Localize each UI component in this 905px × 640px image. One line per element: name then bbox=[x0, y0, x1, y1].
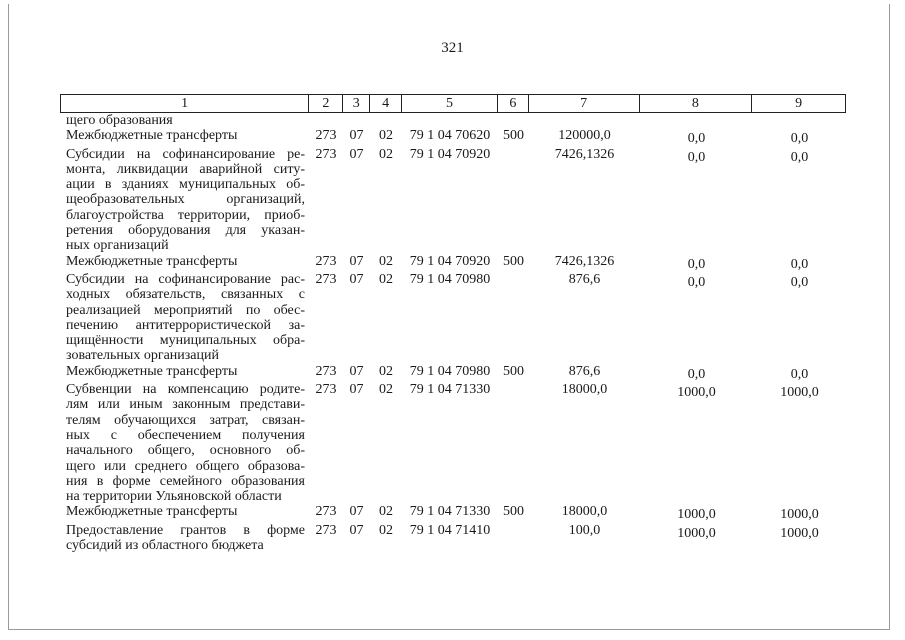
header-col-3: 3 bbox=[343, 95, 370, 112]
header-col-5: 5 bbox=[402, 95, 498, 112]
row-name-line: субсидий из областного бюджета bbox=[66, 538, 264, 554]
row-name-line: щеобразовательных организаций, bbox=[66, 192, 305, 208]
cell-c5 bbox=[402, 113, 498, 128]
cell-c8: 0,0 bbox=[687, 256, 706, 272]
row-name bbox=[60, 364, 309, 382]
cell-c2: 273 bbox=[315, 128, 337, 144]
cell-c7: 7426,1326 bbox=[554, 146, 615, 162]
cell-c2: 273 bbox=[315, 382, 337, 398]
cell-c8: 1000,0 bbox=[677, 385, 716, 401]
cell-c2: 273 bbox=[315, 271, 337, 287]
cell-c3: 07 bbox=[349, 522, 364, 538]
cell-c6: 500 bbox=[503, 363, 524, 379]
cell-c2: 273 bbox=[315, 504, 337, 520]
cell-c8: 1000,0 bbox=[677, 525, 716, 541]
cell-c2: 273 bbox=[315, 253, 337, 269]
cell-c6 bbox=[498, 147, 529, 254]
cell-c5: 79 1 04 70620 bbox=[409, 128, 491, 144]
cell-c9: 1000,0 bbox=[780, 385, 819, 401]
cell-c5: 79 1 04 71330 bbox=[409, 382, 491, 398]
row-name-line: телям обучающихся затрат, связан- bbox=[66, 412, 305, 428]
row-name-line: Межбюджетные трансферты bbox=[66, 504, 238, 520]
cell-c9: 0,0 bbox=[790, 131, 809, 147]
row-name-line: благоустройства территории, приоб- bbox=[66, 207, 305, 223]
cell-c7: 100,0 bbox=[568, 522, 601, 538]
header-col-9: 9 bbox=[795, 96, 803, 111]
row-name-line: Субсидии на софинансирование ре- bbox=[66, 146, 305, 162]
cell-c7: 120000,0 bbox=[558, 128, 611, 144]
cell-c3: 07 bbox=[349, 253, 364, 269]
row-name-line: зовательных организаций bbox=[66, 348, 219, 364]
cell-c4: 02 bbox=[379, 382, 393, 398]
cell-c9: 1000,0 bbox=[780, 507, 819, 523]
row-name-line: начального общего, основного об- bbox=[66, 443, 305, 459]
row-name-line: на территории Ульяновской области bbox=[66, 489, 282, 505]
cell-c9: 0,0 bbox=[790, 274, 809, 290]
cell-c9: 0,0 bbox=[790, 256, 809, 272]
cell-c5: 79 1 04 70920 bbox=[409, 253, 491, 269]
header-col-6: 6 bbox=[498, 95, 529, 112]
row-name-line: ния в форме семейного образования bbox=[66, 473, 305, 489]
cell-c5: 79 1 04 70980 bbox=[409, 363, 491, 379]
table-header bbox=[60, 94, 846, 113]
header-col-7: 7 bbox=[529, 95, 640, 112]
table-row bbox=[60, 272, 846, 364]
row-name bbox=[60, 504, 309, 522]
cell-c7: 876,6 bbox=[568, 363, 601, 379]
cell-c3: 07 bbox=[349, 128, 364, 144]
cell-c8: 0,0 bbox=[687, 274, 706, 290]
row-name bbox=[60, 382, 309, 504]
row-name-line: щего или среднего общего образова- bbox=[66, 458, 305, 474]
cell-c8: 0,0 bbox=[687, 149, 706, 165]
row-name bbox=[60, 128, 309, 146]
cell-c9: 1000,0 bbox=[780, 525, 819, 541]
cell-c4: 02 bbox=[379, 522, 393, 538]
cell-c5: 79 1 04 70920 bbox=[409, 146, 491, 162]
cell-c2: 273 bbox=[315, 522, 337, 538]
table-row bbox=[60, 364, 846, 382]
cell-c6: 500 bbox=[503, 128, 524, 144]
cell-c3: 07 bbox=[349, 271, 364, 287]
header-col-2: 2 bbox=[309, 95, 343, 112]
cell-c7: 7426,1326 bbox=[554, 253, 615, 269]
cell-c4: 02 bbox=[379, 271, 393, 287]
cell-c5: 79 1 04 71330 bbox=[409, 504, 491, 520]
row-name-line: Субвенции на компенсацию родите- bbox=[66, 382, 305, 398]
cell-c2: 273 bbox=[315, 363, 337, 379]
row-name bbox=[60, 272, 309, 364]
header-col-1: 1 bbox=[61, 95, 309, 112]
row-name-line: ации в зданиях муниципальных об- bbox=[66, 177, 305, 193]
cell-c6: 500 bbox=[503, 253, 524, 269]
cell-c6 bbox=[498, 272, 529, 364]
cell-c9: 0,0 bbox=[790, 149, 809, 165]
row-name-line: щего образования bbox=[66, 113, 173, 128]
cell-c4: 02 bbox=[379, 253, 393, 269]
cell-c3: 07 bbox=[349, 363, 364, 379]
cell-c4 bbox=[370, 113, 402, 128]
row-name-line: Межбюджетные трансферты bbox=[66, 363, 238, 379]
cell-c3 bbox=[343, 113, 370, 128]
cell-c5: 79 1 04 71410 bbox=[409, 522, 491, 538]
row-name-line: ных с обеспечением получения bbox=[66, 427, 305, 443]
row-name-line: Межбюджетные трансферты bbox=[66, 253, 238, 269]
cell-c9 bbox=[753, 113, 846, 128]
cell-c4: 02 bbox=[379, 128, 393, 144]
table-row bbox=[60, 113, 846, 128]
table-row bbox=[60, 382, 846, 504]
cell-c8: 0,0 bbox=[687, 366, 706, 382]
row-name-line: Межбюджетные трансферты bbox=[66, 128, 238, 144]
cell-c9: 0,0 bbox=[790, 366, 809, 382]
header-col-4: 4 bbox=[370, 95, 402, 112]
row-name-line: печению антитеррористической за- bbox=[66, 317, 305, 333]
row-name bbox=[60, 523, 309, 554]
cell-c7: 18000,0 bbox=[561, 382, 608, 398]
cell-c5: 79 1 04 70980 bbox=[409, 271, 491, 287]
cell-c6 bbox=[498, 523, 529, 554]
table-row bbox=[60, 523, 846, 554]
table-row bbox=[60, 128, 846, 146]
cell-c7: 18000,0 bbox=[561, 504, 608, 520]
row-name bbox=[60, 147, 309, 254]
row-name bbox=[60, 254, 309, 272]
page-number: 321 bbox=[441, 40, 464, 56]
cell-c6 bbox=[498, 113, 529, 128]
cell-c6: 500 bbox=[503, 504, 524, 520]
header-col-8: 8 bbox=[640, 95, 753, 112]
row-name bbox=[60, 113, 309, 128]
cell-c2 bbox=[309, 113, 343, 128]
row-name-line: Субсидии на софинансирование рас- bbox=[66, 271, 305, 287]
table-row bbox=[60, 254, 846, 272]
cell-c4: 02 bbox=[379, 504, 393, 520]
cell-c7: 876,6 bbox=[568, 271, 601, 287]
cell-c3: 07 bbox=[349, 146, 364, 162]
row-name-line: ных организаций bbox=[66, 238, 169, 254]
row-name-line: лям или иным законным представи- bbox=[66, 397, 305, 413]
row-name-line: ходных обязательств, связанных с bbox=[66, 287, 305, 303]
row-name-line: монта, ликвидации аварийной ситу- bbox=[66, 161, 305, 177]
cell-c3: 07 bbox=[349, 382, 364, 398]
cell-c2: 273 bbox=[315, 146, 337, 162]
cell-c3: 07 bbox=[349, 504, 364, 520]
table-body bbox=[60, 113, 846, 553]
cell-c8 bbox=[640, 113, 753, 128]
row-name-line: Предоставление грантов в форме bbox=[66, 522, 305, 538]
table-row bbox=[60, 147, 846, 254]
cell-c8: 0,0 bbox=[687, 131, 706, 147]
cell-c7 bbox=[529, 113, 640, 128]
row-name-line: ретения оборудования для указан- bbox=[66, 223, 305, 239]
row-name-line: реализацией мероприятий по обес- bbox=[66, 302, 305, 318]
cell-c6 bbox=[498, 382, 529, 504]
cell-c8: 1000,0 bbox=[677, 507, 716, 523]
cell-c4: 02 bbox=[379, 363, 393, 379]
row-name-line: щищённости муниципальных обра- bbox=[66, 333, 305, 349]
table-row bbox=[60, 504, 846, 522]
cell-c4: 02 bbox=[379, 146, 393, 162]
